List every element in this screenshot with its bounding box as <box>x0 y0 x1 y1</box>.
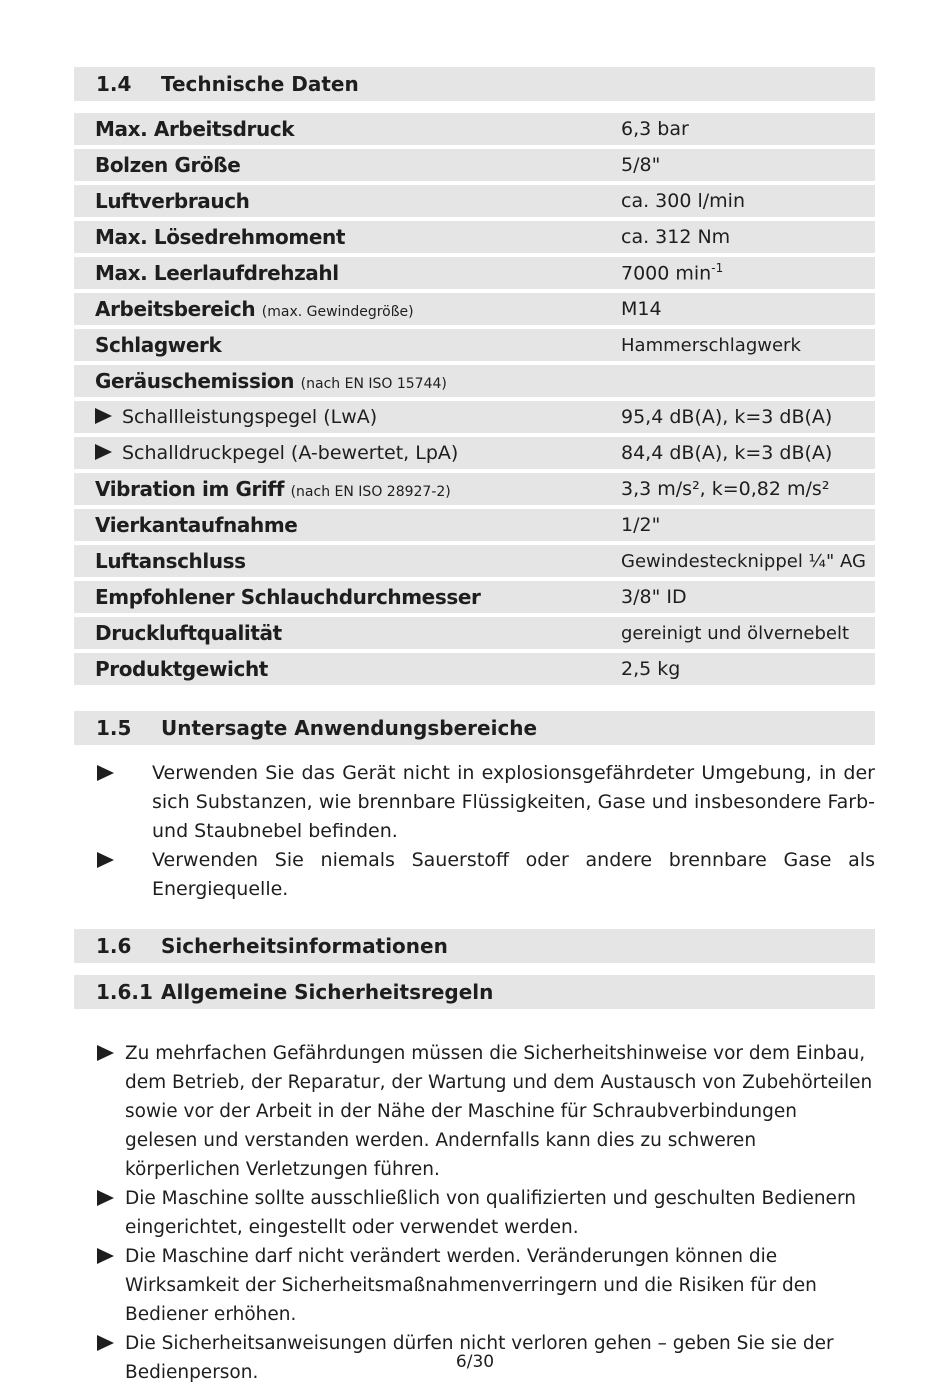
spec-note: (max. Gewindegröße) <box>261 304 414 320</box>
spec-label: Produktgewicht <box>74 653 621 685</box>
section-title: Technische Daten <box>161 72 359 96</box>
triangle-bullet-icon <box>97 852 114 868</box>
table-row <box>74 581 875 613</box>
table-row <box>74 293 875 325</box>
list-item: Die Sicherheitsanweisungen dürfen nicht verloren gehen – geben Sie sie der Bedienperson. <box>97 1329 875 1387</box>
spec-value: Gewindestecknippel ¼" AG <box>621 545 875 577</box>
section-heading-allgemeine-sicherheitsregeln <box>74 975 875 1009</box>
list-item: Zu mehrfachen Gefährdungen müssen die Sicherheitshinweise vor dem Einbau, dem Betrieb, der Reparatur, der Wartung und dem Austausch von Zubehörteilen sowie vor der Arbeit in der Nähe der Maschine für Schraubverbindungen gelesen und verstanden werden. Andernfalls kann dies zu schweren körperlichen Verletzungen führen. <box>97 1039 875 1184</box>
page-number: 6/30 <box>455 1352 495 1372</box>
section-title: Allgemeine Sicherheitsregeln <box>161 980 494 1004</box>
triangle-bullet-icon <box>97 1190 114 1206</box>
table-row <box>74 653 875 685</box>
spec-label: Schallleistungspegel (LwA) <box>74 401 621 433</box>
spec-value: 5/8" <box>621 149 875 181</box>
spec-label: Luftanschluss <box>74 545 621 577</box>
spec-label: Druckluftqualität <box>74 617 621 649</box>
spec-value: 1/2" <box>621 509 875 541</box>
section-number: 1.6 <box>96 934 132 958</box>
list-item: Verwenden Sie das Gerät nicht in explosionsgefährdeter Umgebung, in der sich Substanzen, wie brennbare Flüssigkeiten, Gase und insbesondere Farb- und Staubnebel befinden. <box>97 759 875 846</box>
section-heading-technische-daten <box>74 67 875 101</box>
spec-label: Geräuschemission (nach EN ISO 15744) <box>74 365 621 397</box>
spec-value: 3,3 m/s², k=0,82 m/s² <box>621 473 875 505</box>
spec-label: Vierkantaufnahme <box>74 509 621 541</box>
spec-value: 2,5 kg <box>621 653 875 685</box>
spec-value: 95,4 dB(A), k=3 dB(A) <box>621 401 875 433</box>
spec-label: Max. Lösedrehmoment <box>74 221 621 253</box>
spec-value: ca. 312 Nm <box>621 221 875 253</box>
spec-value: 3/8" ID <box>621 581 875 613</box>
table-row <box>74 221 875 253</box>
table-row <box>74 329 875 361</box>
section-title: Sicherheitsinformationen <box>161 934 448 958</box>
triangle-bullet-icon <box>97 1335 114 1351</box>
spec-note: (nach EN ISO 15744) <box>300 376 447 392</box>
prohibited-uses-list <box>97 759 875 904</box>
spec-label: Luftverbrauch <box>74 185 621 217</box>
superscript: -1 <box>711 261 724 276</box>
section-number: 1.6.1 <box>96 980 153 1004</box>
spec-value <box>621 365 875 397</box>
list-item: Verwenden Sie niemals Sauerstoff oder andere brennbare Gase als Energiequelle. <box>97 846 875 904</box>
table-row <box>74 437 875 469</box>
spec-label: Arbeitsbereich (max. Gewindegröße) <box>74 293 621 325</box>
safety-rules-list <box>97 1039 875 1387</box>
table-row <box>74 509 875 541</box>
spec-label: Bolzen Größe <box>74 149 621 181</box>
list-item: Die Maschine darf nicht verändert werden. Veränderungen können die Wirksamkeit der Sicherheitsmaßnahmenverringern und die Risiken für den Bediener erhöhen. <box>97 1242 875 1329</box>
table-row <box>74 365 875 397</box>
table-row <box>74 185 875 217</box>
spec-note: (nach EN ISO 28927-2) <box>290 484 451 500</box>
table-row <box>74 617 875 649</box>
triangle-bullet-icon <box>95 408 112 424</box>
table-row <box>74 401 875 433</box>
triangle-bullet-icon <box>97 765 114 781</box>
spec-table <box>74 109 875 689</box>
section-heading-untersagte-anwendungsbereiche <box>74 711 875 745</box>
triangle-bullet-icon <box>97 1248 114 1264</box>
spec-value: gereinigt und ölvernebelt <box>621 617 875 649</box>
spec-value: 7000 $\min^{-1}$ <box>621 257 875 289</box>
table-row <box>74 149 875 181</box>
spec-label: Max. Leerlaufdrehzahl <box>74 257 621 289</box>
spec-value: 84,4 dB(A), k=3 dB(A) <box>621 437 875 469</box>
section-number: 1.4 <box>96 72 132 96</box>
triangle-bullet-icon <box>97 1045 114 1061</box>
list-item: Die Maschine sollte ausschließlich von qualifizierten und geschulten Bedienern eingerichtet, eingestellt oder verwendet werden. <box>97 1184 875 1242</box>
spec-label: Schalldruckpegel (A-bewertet, LpA) <box>74 437 621 469</box>
table-row <box>74 113 875 145</box>
spec-label: Vibration im Griff (nach EN ISO 28927-2) <box>74 473 621 505</box>
section-heading-sicherheitsinformationen <box>74 929 875 963</box>
spec-label: Max. Arbeitsdruck <box>74 113 621 145</box>
spec-label: Schlagwerk <box>74 329 621 361</box>
table-row <box>74 473 875 505</box>
table-row <box>74 257 875 289</box>
spec-value: Hammerschlagwerk <box>621 329 875 361</box>
spec-value: M14 <box>621 293 875 325</box>
document-page <box>74 67 875 1387</box>
section-number: 1.5 <box>96 716 132 740</box>
section-title: Untersagte Anwendungsbereiche <box>161 716 538 740</box>
spec-value: 6,3 bar <box>621 113 875 145</box>
spec-value: ca. 300 l/min <box>621 185 875 217</box>
spec-label: Empfohlener Schlauchdurchmesser <box>74 581 621 613</box>
triangle-bullet-icon <box>95 444 112 460</box>
table-row <box>74 545 875 577</box>
